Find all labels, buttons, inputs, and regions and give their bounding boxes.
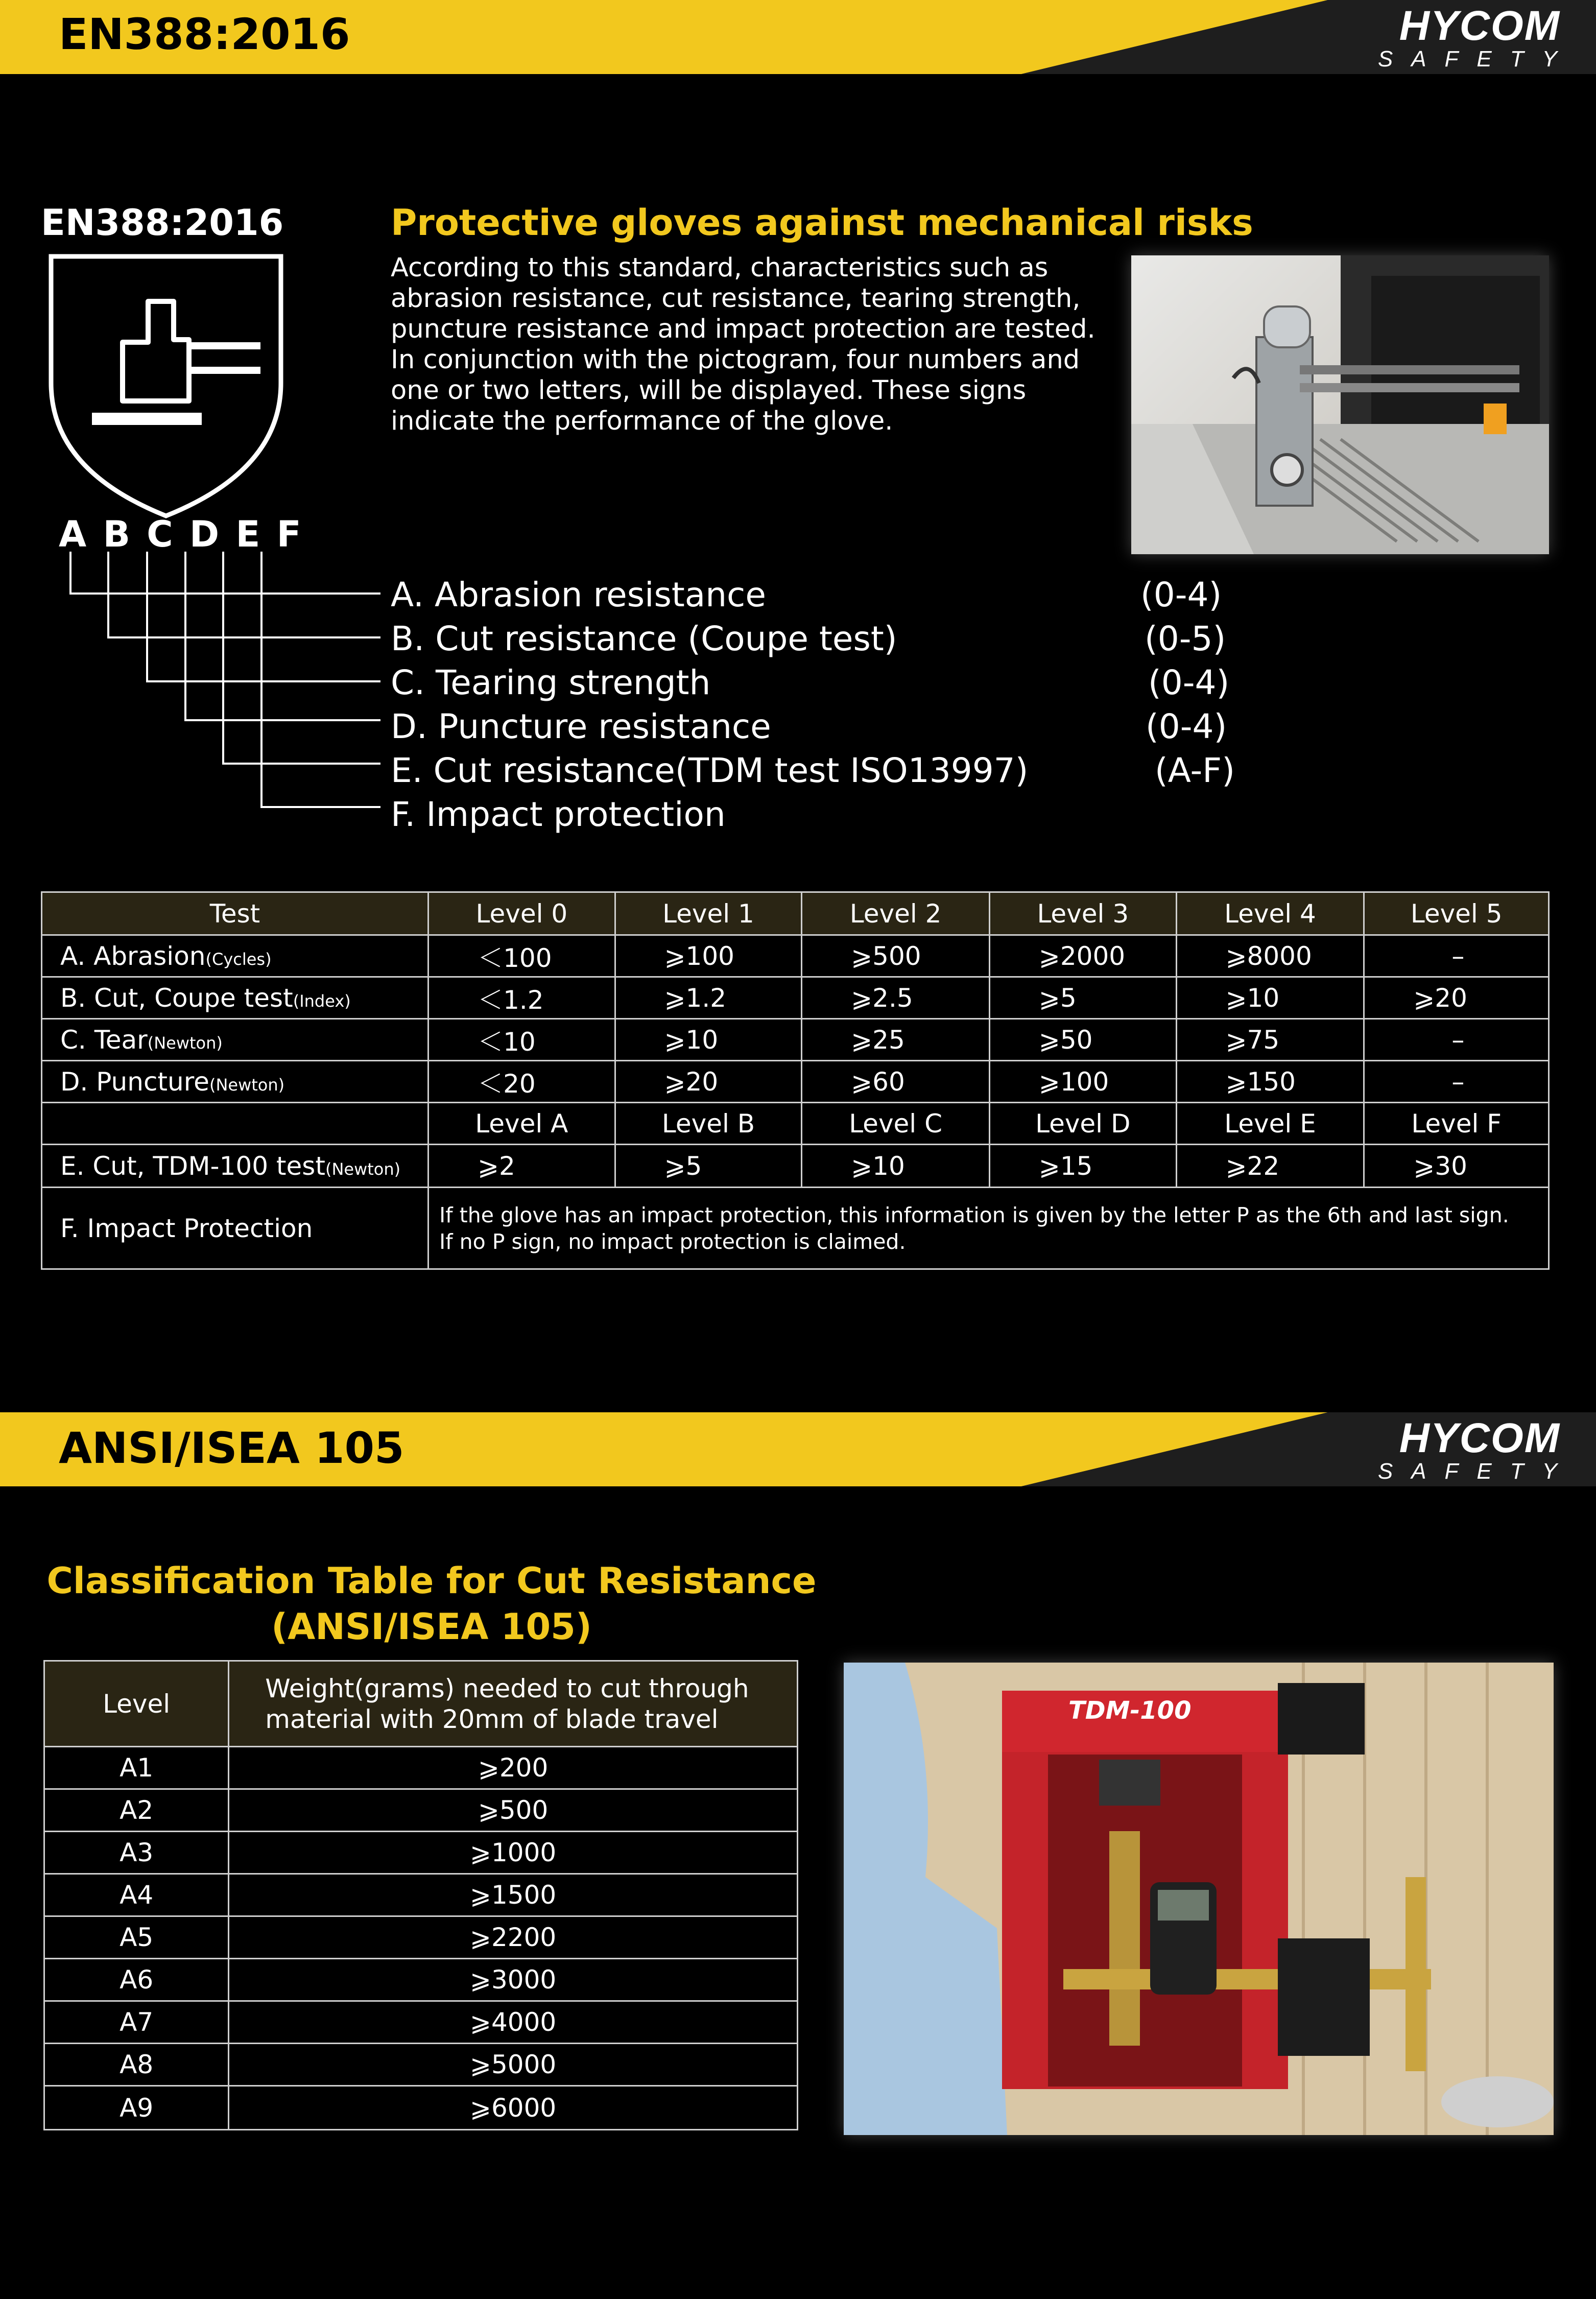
value-cell: ⩾200 xyxy=(229,1747,798,1789)
table-cell: Level E xyxy=(1176,1103,1364,1145)
row-name: A. Abrasion(Cycles) xyxy=(42,935,428,977)
letter-c: C xyxy=(147,513,175,555)
table-cell: Level D xyxy=(989,1103,1176,1145)
table-cell: ⩾15 xyxy=(989,1145,1176,1188)
level-cell: A5 xyxy=(44,1916,229,1959)
table-cell: ⩾10 xyxy=(1176,977,1364,1019)
table-cell-empty xyxy=(42,1103,428,1145)
table-cell: ⩾5 xyxy=(615,1145,802,1188)
table-row xyxy=(44,1832,798,1874)
table-header-row xyxy=(44,1661,798,1747)
en388-heading: Protective gloves against mechanical risks xyxy=(391,202,1253,244)
table-cell: ＜10 xyxy=(428,1019,615,1061)
table-cell: Level B xyxy=(615,1103,802,1145)
table-row xyxy=(44,1916,798,1959)
table-cell: ⩾20 xyxy=(1364,977,1549,1019)
table-cell: ⩾2000 xyxy=(989,935,1176,977)
header-banner-ansi xyxy=(0,1412,1596,1486)
table-cell: ＜20 xyxy=(428,1061,615,1103)
letter-level-header-row xyxy=(42,1103,1549,1145)
table-header-cell: Level 1 xyxy=(615,892,802,935)
table-cell: ⩾2.5 xyxy=(802,977,990,1019)
level-cell: A4 xyxy=(44,1874,229,1916)
row-name: B. Cut, Coupe test(Index) xyxy=(42,977,428,1019)
table-row xyxy=(42,977,1549,1019)
en388-paragraph xyxy=(391,253,1095,437)
table-row xyxy=(44,1959,798,2001)
impact-protection-row xyxy=(42,1188,1549,1269)
legend-item-c: C. Tearing strength xyxy=(391,663,711,702)
table-cell: ⩾75 xyxy=(1176,1019,1364,1061)
letter-a: A xyxy=(59,513,89,555)
table-cell: – xyxy=(1364,1061,1549,1103)
table-row xyxy=(44,1874,798,1916)
table-cell: ＜100 xyxy=(428,935,615,977)
en388-levels-table xyxy=(41,891,1550,1270)
legend-range: (0-4) xyxy=(1140,575,1222,614)
level-cell: A3 xyxy=(44,1832,229,1874)
table-cell: ⩾25 xyxy=(802,1019,990,1061)
paragraph-line: one or two letters, will be displayed. These signs xyxy=(391,375,1027,406)
table-header-cell: Level 4 xyxy=(1176,892,1364,935)
table-row xyxy=(44,2044,798,2086)
banner-title: EN388:2016 xyxy=(59,9,350,59)
table-cell: ⩾100 xyxy=(989,1061,1176,1103)
level-cell: A8 xyxy=(44,2044,229,2086)
brand-tagline: SAFETY xyxy=(1377,1459,1576,1484)
brand-tagline: SAFETY xyxy=(1377,46,1576,72)
table-row xyxy=(42,1145,1549,1188)
table-cell: ⩾100 xyxy=(615,935,802,977)
table-cell: ⩾8000 xyxy=(1176,935,1364,977)
impact-description: If the glove has an impact protection, this information is given by the letter P as the 6th and last sign. If no P sign, no impact protection is claimed. xyxy=(428,1188,1549,1269)
value-cell: ⩾5000 xyxy=(229,2044,798,2086)
table-header-cell: Level 5 xyxy=(1364,892,1549,935)
pictogram-letters xyxy=(59,513,303,555)
brand-logo xyxy=(1377,3,1576,72)
table-row xyxy=(44,1747,798,1789)
ansi-heading: Classification Table for Cut Resistance (ANSI/ISEA 105) xyxy=(46,1560,817,1648)
brand-name: HYCOM xyxy=(1399,3,1560,49)
table-cell: ⩾20 xyxy=(615,1061,802,1103)
table-cell: – xyxy=(1364,1019,1549,1061)
table-cell: ＜1.2 xyxy=(428,977,615,1019)
table-header-cell: Level 3 xyxy=(989,892,1176,935)
machine-illustration xyxy=(844,1663,1554,2135)
table-cell: ⩾2 xyxy=(428,1145,615,1188)
table-cell: ⩾500 xyxy=(802,935,990,977)
table-header-cell: Test xyxy=(42,892,428,935)
legend-range: (A-F) xyxy=(1155,751,1235,790)
level-cell: A2 xyxy=(44,1789,229,1832)
legend-item-a: A. Abrasion resistance xyxy=(391,575,766,614)
legend-item-d: D. Puncture resistance xyxy=(391,707,771,746)
value-cell: ⩾1500 xyxy=(229,1874,798,1916)
paragraph-line: According to this standard, characteristics such as xyxy=(391,253,1049,283)
table-row xyxy=(44,2086,798,2130)
table-cell: ⩾60 xyxy=(802,1061,990,1103)
table-row xyxy=(42,1061,1549,1103)
table-row xyxy=(44,2001,798,2044)
legend-range: (0-4) xyxy=(1146,707,1227,746)
table-cell: ⩾10 xyxy=(802,1145,990,1188)
paragraph-line: In conjunction with the pictogram, four numbers and xyxy=(391,345,1080,375)
letter-f: F xyxy=(276,513,303,555)
tdm-100-tester-photo xyxy=(844,1663,1554,2135)
table-cell: Level C xyxy=(802,1103,990,1145)
table-header-cell: Weight(grams) needed to cut through material with 20mm of blade travel xyxy=(229,1661,798,1747)
paragraph-line: abrasion resistance, cut resistance, tearing strength, xyxy=(391,283,1081,314)
badge-title: EN388:2016 xyxy=(41,202,284,244)
table-row xyxy=(42,1019,1549,1061)
value-cell: ⩾3000 xyxy=(229,1959,798,2001)
value-cell: ⩾500 xyxy=(229,1789,798,1832)
legend-ranges xyxy=(1140,573,1235,793)
level-cell: A6 xyxy=(44,1959,229,2001)
row-name: F. Impact Protection xyxy=(42,1188,428,1269)
level-cell: A7 xyxy=(44,2001,229,2044)
value-cell: ⩾6000 xyxy=(229,2086,798,2130)
legend-item-f: F. Impact protection xyxy=(391,795,726,834)
legend-range: (0-4) xyxy=(1148,663,1230,702)
table-cell: ⩾150 xyxy=(1176,1061,1364,1103)
machine-illustration xyxy=(1131,255,1549,554)
table-cell: ⩾1.2 xyxy=(615,977,802,1019)
table-header-row xyxy=(42,892,1549,935)
legend-item-e: E. Cut resistance(TDM test ISO13997) xyxy=(391,751,1029,790)
brand-name: HYCOM xyxy=(1399,1415,1560,1461)
machine-label: TDM-100 xyxy=(1068,1696,1192,1725)
table-header-cell: Level 0 xyxy=(428,892,615,935)
level-cell: A9 xyxy=(44,2086,229,2130)
letter-b: B xyxy=(103,513,132,555)
ansi-cut-table xyxy=(43,1660,798,2130)
table-cell: ⩾5 xyxy=(989,977,1176,1019)
table-cell: Level A xyxy=(428,1103,615,1145)
paragraph-line: puncture resistance and impact protection are tested. xyxy=(391,314,1095,344)
level-cell: A1 xyxy=(44,1747,229,1789)
banner-title: ANSI/ISEA 105 xyxy=(59,1423,404,1473)
glove-hammer-pictogram-icon xyxy=(41,250,291,521)
brand-logo xyxy=(1377,1415,1576,1484)
abrasion-tester-photo xyxy=(1131,255,1549,554)
table-cell: ⩾10 xyxy=(615,1019,802,1061)
row-name: E. Cut, TDM-100 test(Newton) xyxy=(42,1145,428,1188)
table-row xyxy=(44,1789,798,1832)
table-header-cell: Level xyxy=(44,1661,229,1747)
paragraph-line: indicate the performance of the glove. xyxy=(391,406,893,436)
letter-d: D xyxy=(189,513,222,555)
value-cell: ⩾2200 xyxy=(229,1916,798,1959)
legend-connectors xyxy=(0,552,388,817)
table-cell: Level F xyxy=(1364,1103,1549,1145)
row-name: C. Tear(Newton) xyxy=(42,1019,428,1061)
row-name: D. Puncture(Newton) xyxy=(42,1061,428,1103)
value-cell: ⩾4000 xyxy=(229,2001,798,2044)
header-banner-en388 xyxy=(0,0,1596,74)
table-row xyxy=(42,935,1549,977)
table-cell: ⩾22 xyxy=(1176,1145,1364,1188)
legend-range: (0-5) xyxy=(1145,619,1226,658)
table-cell: ⩾50 xyxy=(989,1019,1176,1061)
letter-e: E xyxy=(235,513,263,555)
table-header-cell: Level 2 xyxy=(802,892,990,935)
table-cell: ⩾30 xyxy=(1364,1145,1549,1188)
legend-list xyxy=(391,573,1028,837)
legend-item-b: B. Cut resistance (Coupe test) xyxy=(391,619,897,658)
table-cell: – xyxy=(1364,935,1549,977)
value-cell: ⩾1000 xyxy=(229,1832,798,1874)
